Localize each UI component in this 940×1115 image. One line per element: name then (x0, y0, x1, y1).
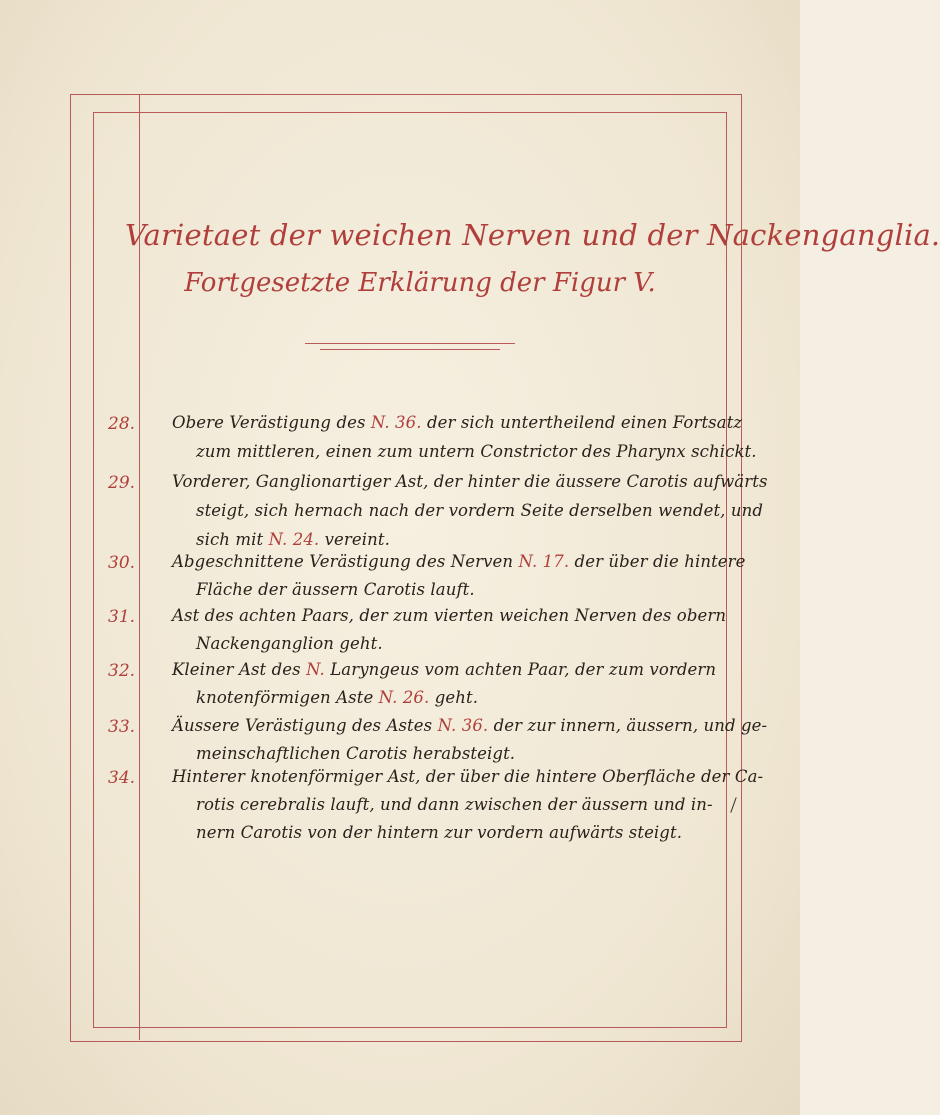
entry-text-line (196, 795, 713, 814)
entry-number: 30. (108, 553, 136, 573)
entry-text-line (196, 634, 383, 653)
entry-text: Laryngeus vom achten Paar, der zum vordern (324, 660, 717, 679)
entry-number: 34. (108, 768, 136, 788)
entry-text-line (172, 767, 763, 786)
entry-text-line (196, 823, 682, 842)
entry-text: rotis cerebralis lauft, und dann zwischen der äussern und in- (196, 795, 713, 814)
entry-text-line (172, 472, 768, 491)
entry-text: geht. (429, 688, 479, 707)
entry-text: meinschaftlichen Carotis herabsteigt. (196, 744, 516, 763)
entry-text: Hinterer knotenförmiger Ast, der über die hintere Oberfläche der Ca- (172, 767, 764, 786)
entry-text-line (172, 716, 767, 735)
entry-text: knotenförmigen Aste (196, 688, 379, 707)
entry-text: steigt, sich hernach nach der vordern Seite derselben wendet, und (196, 501, 763, 520)
nerve-reference: N. 17. (518, 552, 570, 571)
heading-line-1: Varietaet der weichen Nerven und der Nackenganglia. (125, 218, 940, 252)
entry-text: zum mittleren, einen zum untern Constrictor des Pharynx schickt. (196, 442, 757, 461)
entry-text: vereint. (319, 530, 390, 549)
entry-text: Abgeschnittene Verästigung des Nerven (172, 552, 519, 571)
entry-number: 31. (108, 607, 136, 627)
entry-text: der über die hintere (569, 552, 746, 571)
nerve-reference: N. 36. (437, 716, 489, 735)
entry-text: Fläche der äussern Carotis lauft. (196, 580, 475, 599)
entry-number: 32. (108, 661, 136, 681)
entry-text: sich mit (196, 530, 269, 549)
heading-divider-short (320, 349, 500, 350)
entry-number: 33. (108, 717, 136, 737)
entry-text: Nackenganglion geht. (196, 634, 383, 653)
entry-text: nern Carotis von der hintern zur vordern aufwärts steigt. (196, 823, 683, 842)
entry-text-line (172, 413, 742, 432)
entry-number: 29. (108, 473, 136, 493)
entry-text-line (196, 688, 478, 707)
entry-text: Vorderer, Ganglionartiger Ast, der hinter die äussere Carotis aufwärts (172, 472, 768, 491)
entry-text: Kleiner Ast des (172, 660, 307, 679)
heading-line-2: Fortgesetzte Erklärung der Figur V. (184, 268, 656, 298)
entry-text-line (172, 660, 716, 679)
entry-text-line (196, 530, 390, 549)
entry-text-line (196, 580, 475, 599)
nerve-reference: N. 26. (378, 688, 430, 707)
nerve-reference: N. 36. (370, 413, 422, 432)
entry-text: Ast des achten Paars, der zum vierten weichen Nerven des obern (172, 606, 727, 625)
entry-text-line (172, 552, 746, 571)
entry-text-line (172, 606, 726, 625)
entry-text-line (196, 501, 763, 520)
entry-number: 28. (108, 414, 136, 434)
heading-divider (305, 343, 515, 344)
nerve-reference: N. (306, 660, 325, 679)
entry-text-line (196, 442, 757, 461)
entry-text: Obere Verästigung des (172, 413, 371, 432)
entry-text: Äussere Verästigung des Astes (172, 716, 438, 735)
entry-text: der sich untertheilend einen Fortsatz (421, 413, 743, 432)
nerve-reference: N. 24. (268, 530, 320, 549)
entry-text-line (196, 744, 515, 763)
entry-text: der zur innern, äussern, und ge- (488, 716, 768, 735)
